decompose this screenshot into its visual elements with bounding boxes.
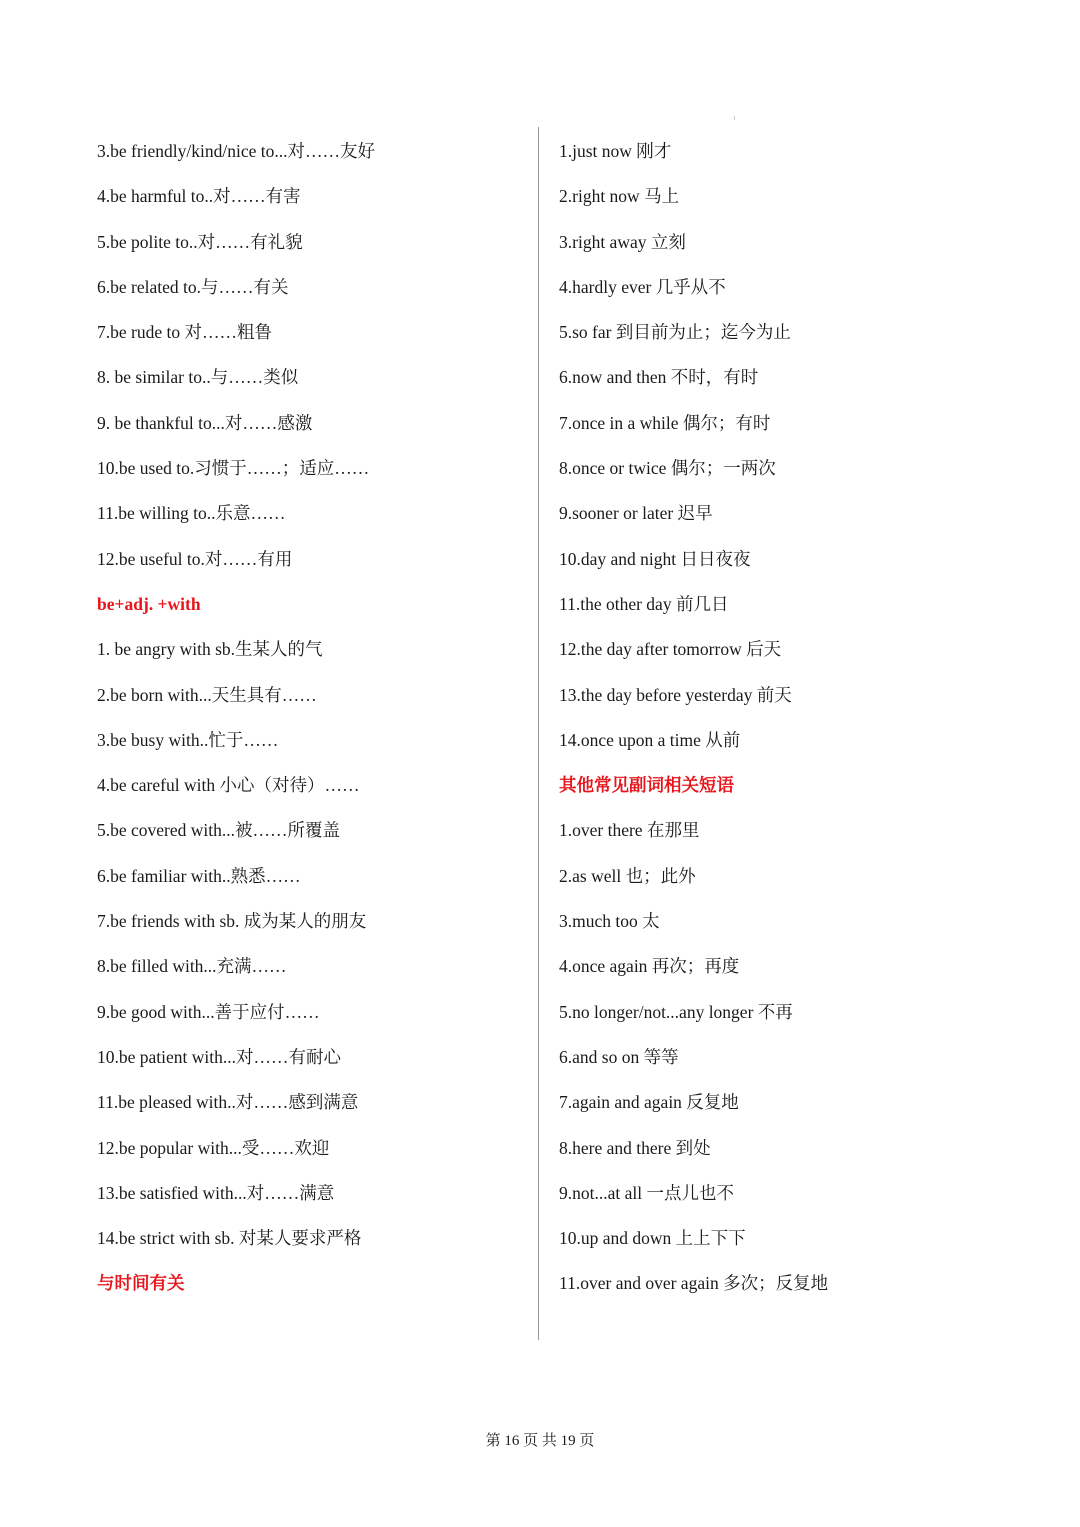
left-phrase-item: 4.be harmful to..对……有害 [97,186,301,207]
right-phrase-item: 10.up and down 上上下下 [559,1228,746,1249]
right-phrase-item: 2.right now 马上 [559,186,680,207]
left-phrase-item: 3.be busy with..忙于…… [97,729,279,750]
left-phrase-item: 5.be covered with...被……所覆盖 [97,820,341,841]
right-phrase-item: 7.once in a while 偶尔；有时 [559,412,771,433]
left-phrase-item: 8. be similar to..与……类似 [97,367,299,388]
right-phrase-item: 8.once or twice 偶尔；一两次 [559,458,776,479]
right-phrase-item: 3.right away 立刻 [559,231,686,252]
left-phrase-item: 1. be angry with sb.生某人的气 [97,639,323,660]
right-phrase-item: 2.as well 也；此外 [559,865,696,886]
right-section-heading: 其他常见副词相关短语 [559,775,734,796]
right-phrase-item: 9.sooner or later 迟早 [559,503,713,524]
left-phrase-item: 10.be used to.习惯于……；适应…… [97,458,370,479]
left-column [97,129,517,1307]
right-phrase-item: 14.once upon a time 从前 [559,729,741,750]
left-phrase-item: 3.be friendly/kind/nice to...对……友好 [97,141,376,161]
right-phrase-item: 4.once again 再次；再度 [559,956,740,977]
left-phrase-item: 10.be patient with...对……有耐心 [97,1046,341,1067]
right-phrase-item: 12.the day after tomorrow 后天 [559,639,782,660]
right-phrase-item: 10.day and night 日日夜夜 [559,548,751,569]
page-footer: 第 16 页 共 19 页 [485,1433,595,1449]
left-section-heading: 与时间有关 [97,1273,185,1294]
left-phrase-item: 11.be pleased with..对……感到满意 [97,1092,359,1113]
column-divider [538,127,539,1340]
right-phrase-item: 9.not...at all 一点儿也不 [559,1182,734,1203]
left-phrase-item: 7.be rude to 对……粗鲁 [97,322,272,343]
left-phrase-item: 6.be related to.与……有关 [97,276,289,297]
left-phrase-item: 13.be satisfied with...对……满意 [97,1182,335,1203]
left-phrase-item: 5.be polite to..对……有礼貌 [97,231,303,252]
left-phrase-item: 14.be strict with sb. 对某人要求严格 [97,1228,362,1249]
right-phrase-item: 3.much too 太 [559,911,660,932]
left-phrase-item: 12.be popular with...受……欢迎 [97,1137,330,1158]
left-phrase-item: 9. be thankful to...对……感激 [97,412,313,433]
right-phrase-item: 8.here and there 到处 [559,1137,711,1158]
left-phrase-item: 6.be familiar with..熟悉…… [97,865,301,886]
left-phrase-item: 12.be useful to.对……有用 [97,548,293,569]
left-section-heading: be+adj. +with [97,593,201,614]
left-phrase-item: 9.be good with...善于应付…… [97,1001,320,1022]
top-tick-mark [734,116,735,120]
right-phrase-item: 5.so far 到目前为止；迄今为止 [559,322,791,343]
right-phrase-item: 1.over there 在那里 [559,820,700,841]
left-phrase-item: 4.be careful with 小心（对待）…… [97,775,360,796]
right-phrase-item: 11.over and over again 多次；反复地 [559,1273,829,1294]
right-column [559,129,999,1307]
right-phrase-item: 6.and so on 等等 [559,1046,679,1067]
right-phrase-item: 5.no longer/not...any longer 不再 [559,1001,793,1022]
left-phrase-item: 7.be friends with sb. 成为某人的朋友 [97,911,367,932]
left-phrase-item: 11.be willing to..乐意…… [97,503,286,524]
right-phrase-item: 1.just now 刚才 [559,141,672,161]
right-phrase-item: 11.the other day 前几日 [559,593,729,614]
left-phrase-item: 8.be filled with...充满…… [97,956,287,977]
right-phrase-item: 13.the day before yesterday 前天 [559,684,792,705]
right-phrase-item: 7.again and again 反复地 [559,1092,739,1113]
left-phrase-item: 2.be born with...天生具有…… [97,684,317,705]
right-phrase-item: 4.hardly ever 几乎从不 [559,276,726,297]
right-phrase-item: 6.now and then 不时，有时 [559,367,759,388]
